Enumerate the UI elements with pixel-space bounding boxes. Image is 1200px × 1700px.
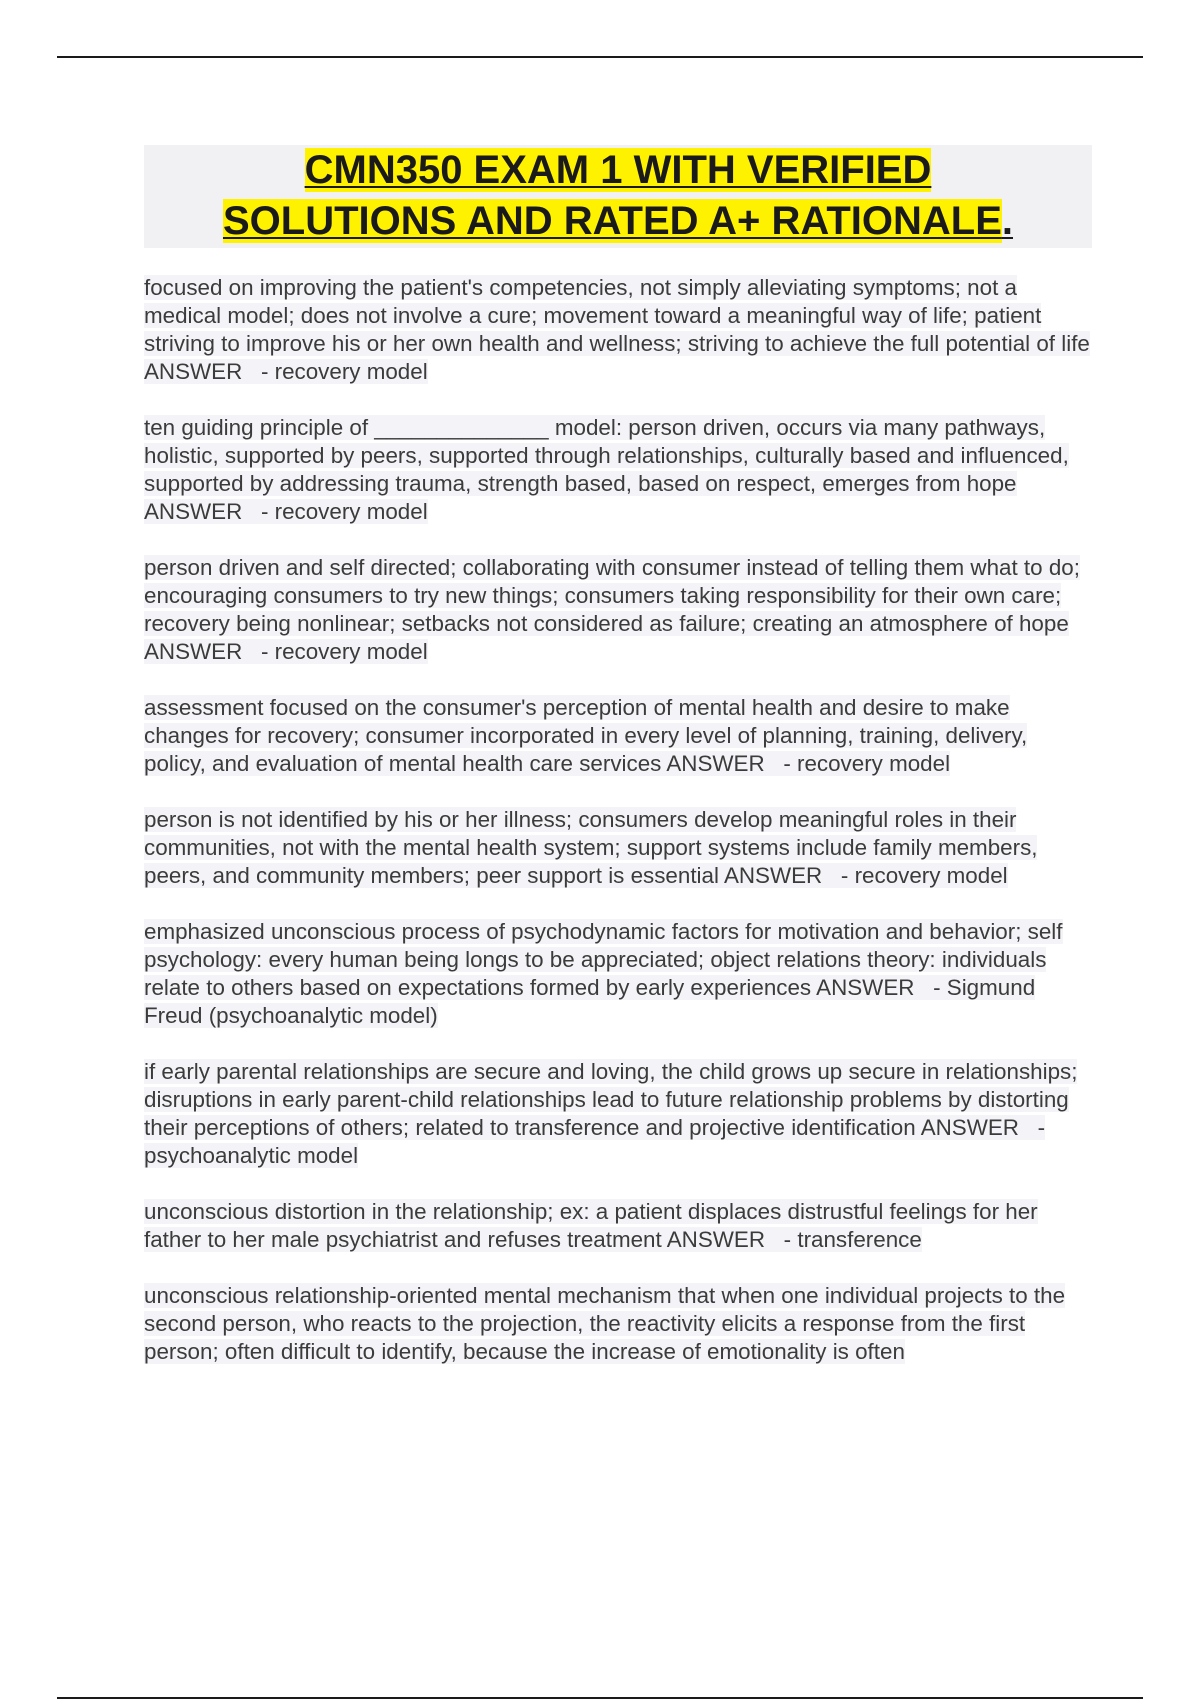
question-text: unconscious relationship-oriented mental mechanism that when one individual projects to the second person, who reacts to the projection, the reactivity elicits a response from the first person; often difficult to identify, because the increase of emotionality is often bbox=[144, 1283, 1066, 1364]
question-text: assessment focused on the consumer's perception of mental health and desire to make changes for recovery; consumer incorporated in every level of planning, training, delivery, policy, and evaluation of mental health care services bbox=[144, 695, 1028, 776]
question-text: person driven and self directed; collaborating with consumer instead of telling them what to do; encouraging consumers to try new things; consumers taking responsibility for their own care; recovery being nonlinear; setbacks not considered as failure; creating an atmosphere of hope bbox=[144, 555, 1080, 636]
answer-text: - recovery model bbox=[260, 359, 428, 384]
answer-marker: ANSWER bbox=[144, 359, 243, 384]
answer-marker: ANSWER bbox=[723, 863, 823, 888]
question-text: focused on improving the patient's competencies, not simply alleviating symptoms; not a medical model; does not involve a cure; movement toward a meaningful way of life; patient striving to improve his or her own health and wellness; striving to achieve the full potential of life bbox=[144, 275, 1090, 356]
answer-text: - recovery model bbox=[260, 499, 428, 524]
question-text: if early parental relationships are secure and loving, the child grows up secure in relationships; disruptions in early parent-child relationships lead to future relationship problems by distorting their perceptions of others; related to transference and projective identification bbox=[144, 1059, 1078, 1140]
answer-marker: ANSWER bbox=[144, 639, 243, 664]
title-line-2 bbox=[144, 196, 1092, 247]
qa-entry bbox=[144, 274, 1094, 386]
qa-entry bbox=[144, 806, 1094, 890]
title-punctuation: . bbox=[1001, 199, 1013, 243]
question-text: ten guiding principle of ______________ model: person driven, occurs via many pathways, holistic, supported by peers, supported through relationships, culturally based and influenced, supported by addressing trauma, strength based, based on respect, emerges from hope bbox=[144, 415, 1069, 496]
title-line-2-text: SOLUTIONS AND RATED A+ RATIONALE bbox=[222, 199, 1002, 243]
title-line-1-text: CMN350 EXAM 1 WITH VERIFIED bbox=[304, 148, 932, 192]
title-line-1 bbox=[144, 145, 1092, 196]
answer-marker: ANSWER bbox=[144, 499, 243, 524]
answer-marker: ANSWER bbox=[816, 975, 915, 1000]
question-text: unconscious distortion in the relationship; ex: a patient displaces distrustful feelings for her father to her male psychiatrist and refuses treatment bbox=[144, 1199, 1038, 1252]
answer-marker: ANSWER bbox=[920, 1115, 1019, 1140]
question-text: emphasized unconscious process of psychodynamic factors for motivation and behavior; self psychology: every human being longs to be appreciated; object relations theory: individuals relate to others based on expectations formed by early experiences bbox=[144, 919, 1063, 1000]
answer-text: - Sigmund Freud (psychoanalytic model) bbox=[144, 975, 1036, 1028]
answer-text: - recovery model bbox=[840, 863, 1008, 888]
qa-entry bbox=[144, 1058, 1094, 1170]
question-text: person is not identified by his or her illness; consumers develop meaningful roles in their communities, not with the mental health system; support systems include family members, peers, and community members; peer support is essential bbox=[144, 807, 1038, 888]
qa-entry bbox=[144, 1198, 1094, 1254]
answer-marker: ANSWER bbox=[666, 1227, 765, 1252]
qa-entry bbox=[144, 414, 1094, 526]
qa-entry bbox=[144, 554, 1094, 666]
qa-entry bbox=[144, 1282, 1094, 1366]
qa-list bbox=[144, 274, 1094, 1394]
answer-marker: ANSWER bbox=[666, 751, 765, 776]
top-rule bbox=[57, 56, 1143, 58]
answer-text: - recovery model bbox=[260, 639, 428, 664]
qa-entry bbox=[144, 694, 1094, 778]
answer-text: - recovery model bbox=[783, 751, 951, 776]
bottom-rule bbox=[57, 1697, 1143, 1699]
qa-entry bbox=[144, 918, 1094, 1030]
answer-text: - psychoanalytic model bbox=[144, 1115, 1046, 1168]
document-title bbox=[144, 145, 1092, 248]
answer-text: - transference bbox=[783, 1227, 922, 1252]
